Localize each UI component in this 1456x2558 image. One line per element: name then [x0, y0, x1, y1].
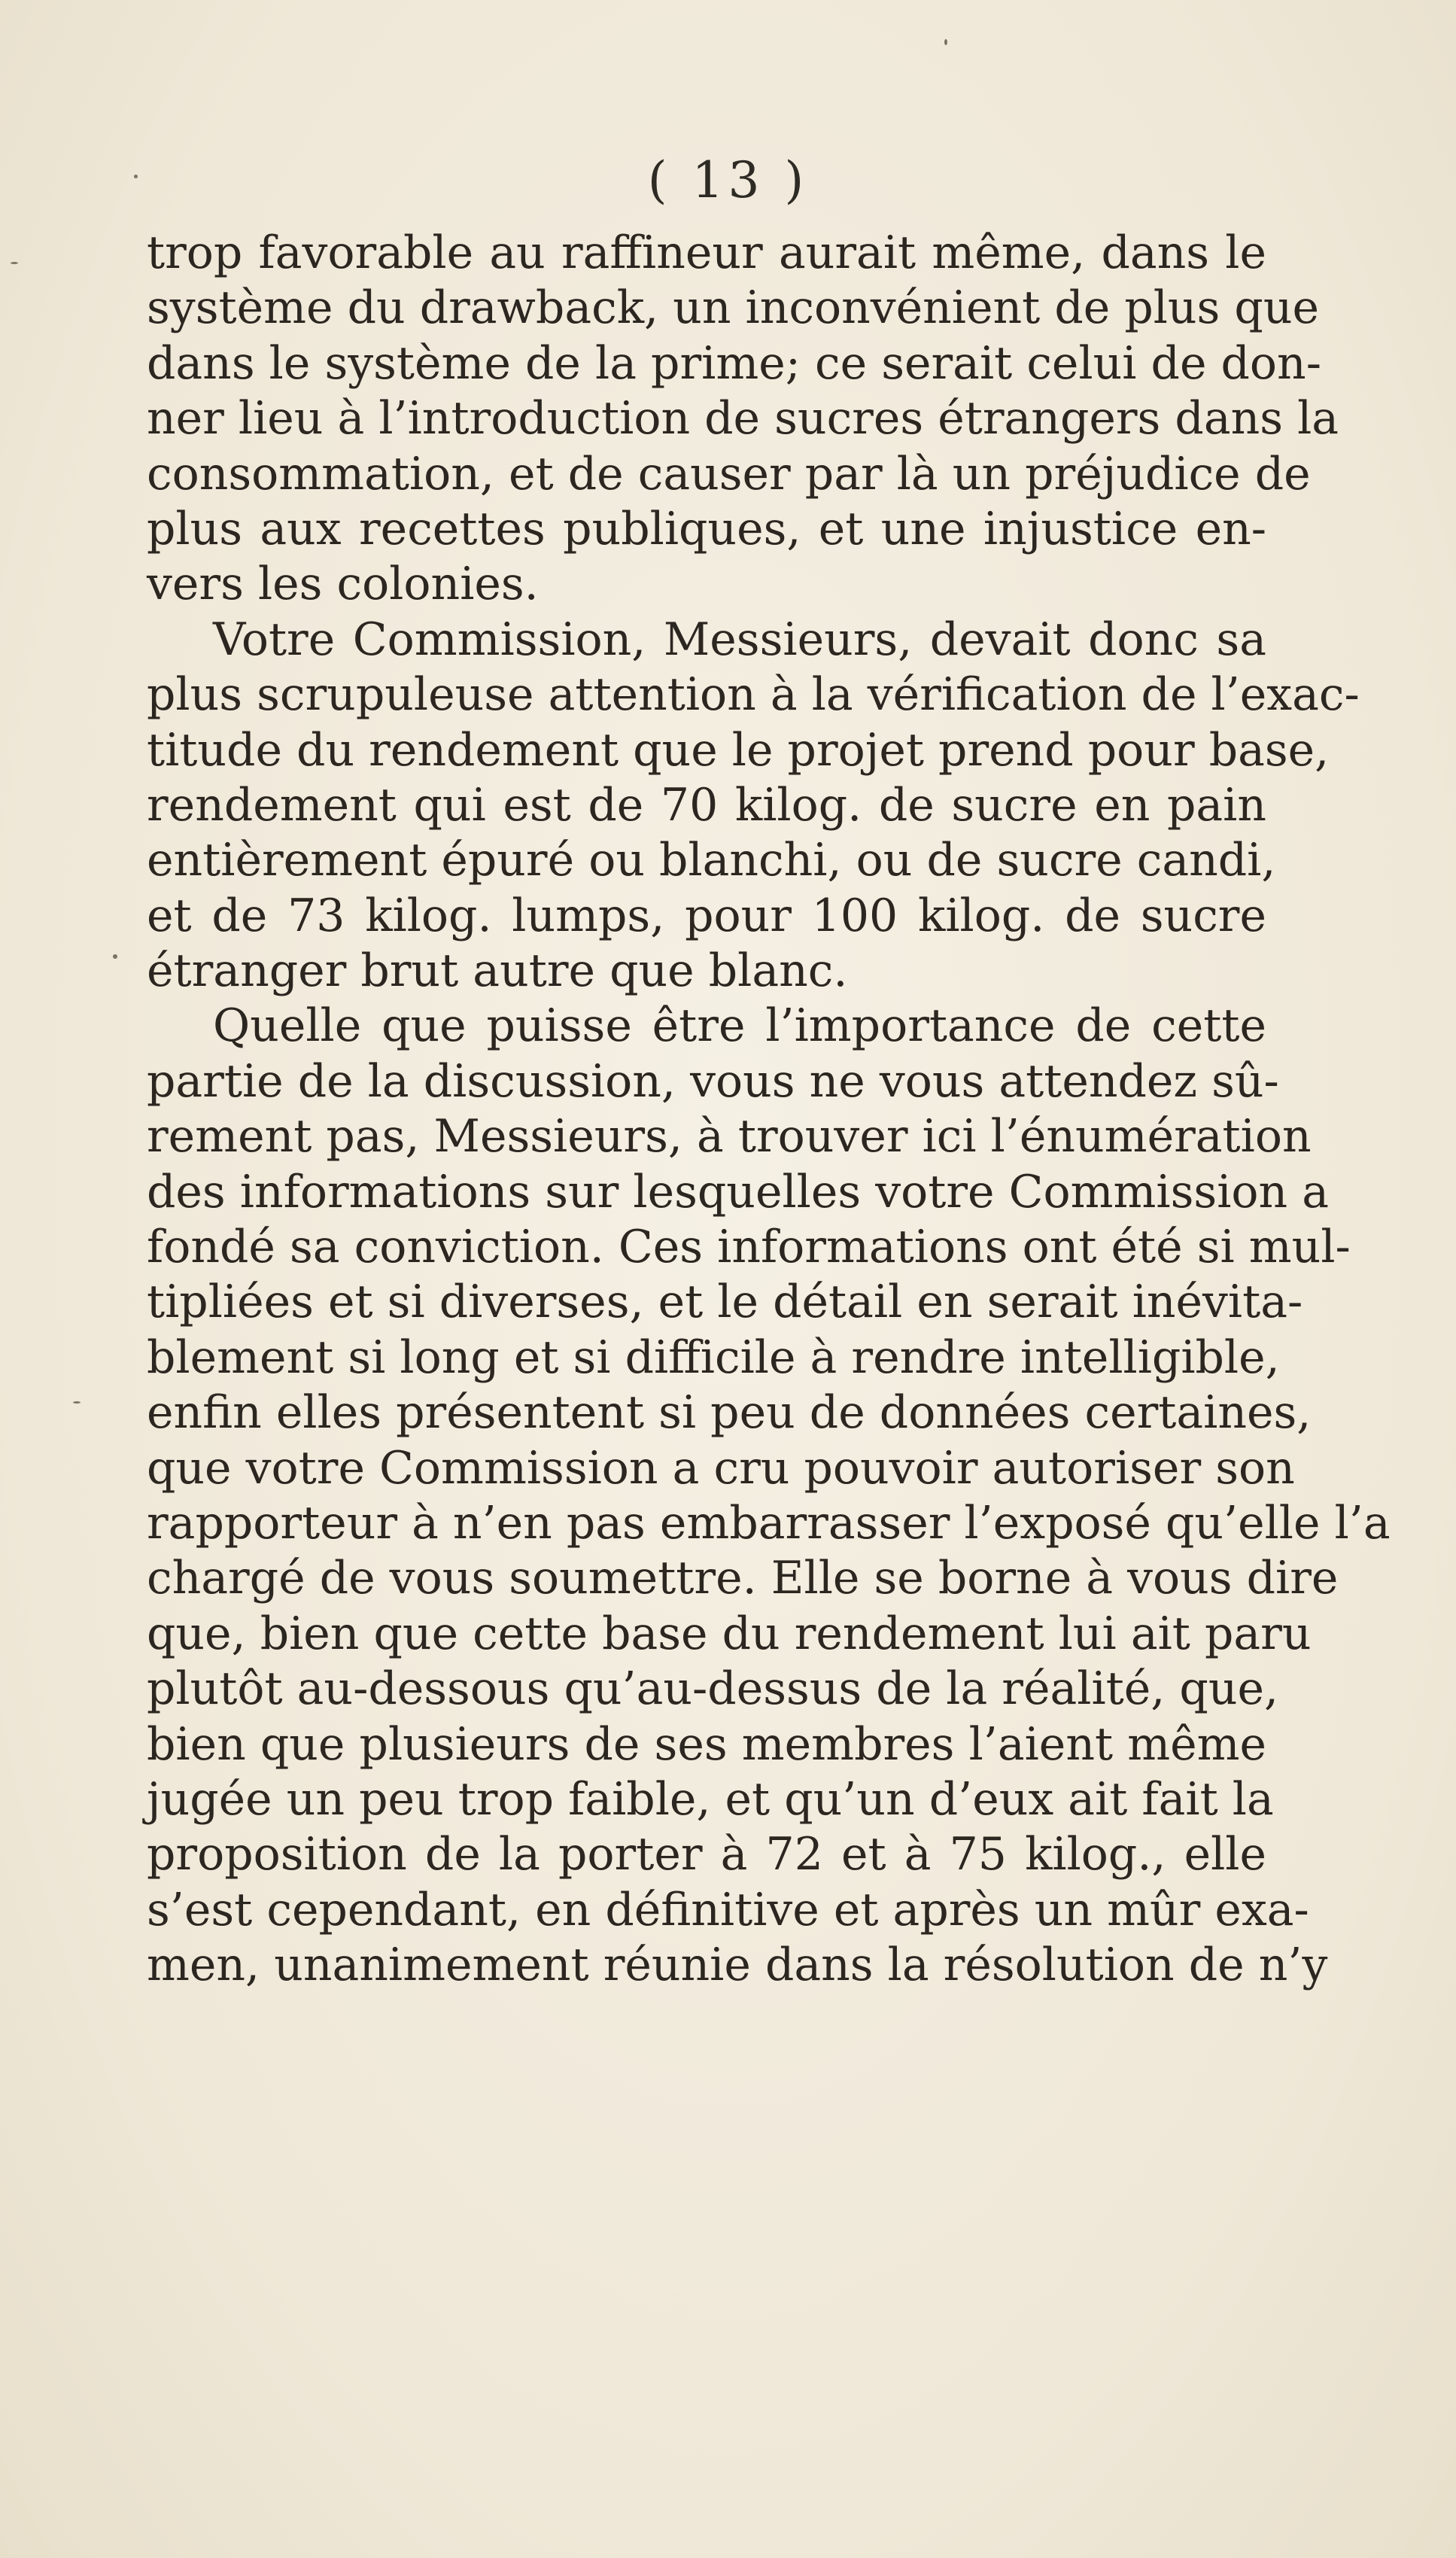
text-line: enfin elles présentent si peu de données certaines, — [147, 1386, 1312, 1440]
ink-speck — [11, 262, 18, 264]
ink-speck — [73, 1401, 81, 1404]
text-line: des informations sur lesquelles votre Commission a — [147, 1165, 1329, 1218]
text-line: fondé sa conviction. Ces informations ont été si mul- — [147, 1221, 1351, 1274]
paragraph-start-line: Votre Commission, Messieurs, devait donc sa — [213, 613, 1266, 666]
text-line: tipliées et si diverses, et le détail en serait inévita- — [147, 1276, 1303, 1329]
text-line: plus aux recettes publiques, et une injustice en- — [147, 502, 1266, 555]
text-line: et de 73 kilog. lumps, pour 100 kilog. de sucre — [147, 889, 1266, 942]
text-line: titude du rendement que le projet prend pour base, — [147, 723, 1330, 777]
text-line: s’est cependant, en définitive et après un mûr exa- — [147, 1883, 1309, 1936]
text-line: dans le système de la prime; ce serait celui de don- — [147, 336, 1321, 390]
text-line: blement si long et si difficile à rendre intelligible, — [147, 1331, 1280, 1384]
text-line: proposition de la porter à 72 et à 75 kilog., elle — [147, 1828, 1266, 1881]
ink-speck — [944, 39, 947, 45]
text-line: jugée un peu trop faible, et qu’un d’eux ait fait la — [147, 1772, 1274, 1826]
text-line: rapporteur à n’en pas embarrasser l’exposé qu’elle l’a — [147, 1496, 1391, 1550]
text-line: consommation, et de causer par là un préjudice de — [147, 447, 1311, 500]
text-line: trop favorable au raffineur aurait même, dans le — [147, 227, 1266, 279]
text-line: men, unanimement réunie dans la résolution de n’y — [147, 1939, 1328, 1992]
text-line: bien que plusieurs de ses membres l’aient même — [147, 1717, 1266, 1771]
text-line: partie de la discussion, vous ne vous attendez sû- — [147, 1054, 1279, 1108]
text-line: chargé de vous soumettre. Elle se borne à vous dire — [147, 1552, 1339, 1605]
text-line: ner lieu à l’introduction de sucres étrangers dans la — [147, 392, 1339, 446]
text-line: rendement qui est de 70 kilog. de sucre en pain — [147, 778, 1266, 832]
text-line: rement pas, Messieurs, à trouver ici l’énumération — [147, 1110, 1312, 1163]
paragraph-end-line: vers les colonies. — [147, 558, 539, 611]
text-line: que votre Commission a cru pouvoir autoriser son — [147, 1441, 1295, 1495]
text-line: système du drawback, un inconvénient de plus que — [147, 281, 1319, 335]
paragraph-start-line: Quelle que puisse être l’importance de cette — [213, 999, 1266, 1053]
text-line: plutôt au-dessous qu’au-dessus de la réalité, que, — [147, 1662, 1279, 1716]
ink-speck — [113, 954, 117, 959]
body-text — [147, 226, 1391, 1994]
paragraph-end-line: étranger brut autre que blanc. — [147, 944, 848, 998]
text-line: que, bien que cette base du rendement lui ait paru — [147, 1607, 1312, 1660]
text-line: entièrement épuré ou blanchi, ou de sucre candi, — [147, 834, 1276, 887]
page-number: ( 13 ) — [647, 151, 809, 209]
text-line: plus scrupuleuse attention à la vérification de l’exac- — [147, 668, 1360, 722]
